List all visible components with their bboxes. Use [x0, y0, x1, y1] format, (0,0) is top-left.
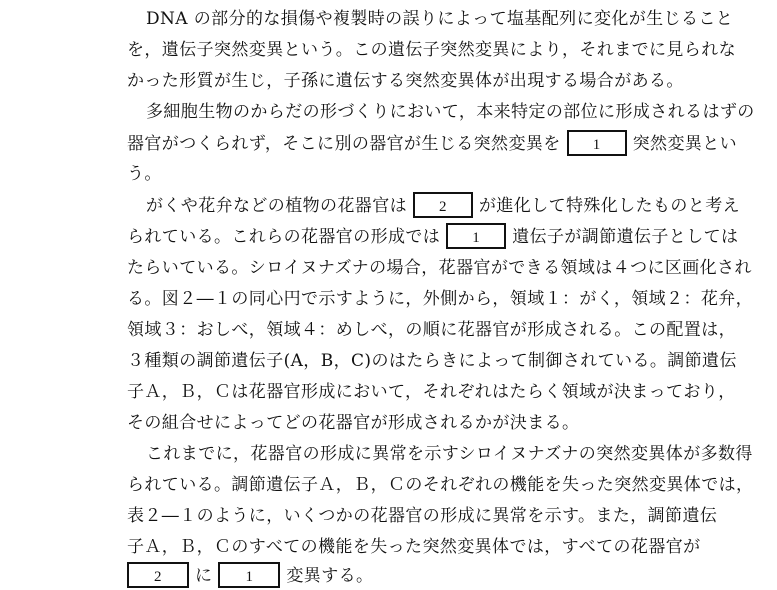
para4-line5 — [127, 565, 373, 588]
answer-blank-2: 2 — [127, 562, 189, 588]
para3-line4: る。図２―１の同心円で示すように，外側から，領域１：がく，領域２：花弁， — [127, 289, 754, 309]
para3-line2 — [127, 226, 738, 249]
answer-blank-1: 1 — [567, 130, 627, 156]
para3-line8: その組合せによってどの花器官が形成されるかが決まる。 — [127, 413, 580, 433]
para3-line1 — [146, 195, 740, 218]
para2-line2 — [127, 133, 737, 156]
para4-line1: これまでに，花器官の形成に異常を示すシロイヌナズナの突然変異体が多数得 — [146, 444, 753, 464]
answer-blank-1: 1 — [218, 562, 280, 588]
para3-line7: 子Ａ，Ｂ，Ｃは花器官形成において，それぞれはたらく領域が決まっており， — [127, 382, 736, 402]
para4-line4: 子Ａ，Ｂ，Ｃのすべての機能を失った突然変異体では，すべての花器官が — [127, 537, 701, 557]
para1-line1: DNA の部分的な損傷や複製時の誤りによって塩基配列に変化が生じること — [146, 9, 734, 29]
para3-line2-text-after: 遺伝子が調節遺伝子としては — [512, 227, 739, 247]
para3-line1-text-before: がくや花弁などの植物の花器官は — [146, 196, 407, 216]
answer-blank-2: 2 — [413, 192, 473, 218]
para3-line6: ３種類の調節遺伝子(A，B，C)のはたらきによって制御されている。調節遺伝 — [127, 351, 737, 371]
para2-line3: う。 — [127, 164, 162, 184]
para1-line3: かった形質が生じ，子孫に遺伝する突然変異体が出現する場合がある。 — [127, 71, 684, 91]
para3-line2-text-before: られている。これらの花器官の形成では — [127, 227, 441, 247]
para2-line2-text-after: 突然変異とい — [632, 134, 738, 154]
answer-blank-1: 1 — [446, 223, 506, 249]
para4-line3: 表２―１のように，いくつかの花器官の形成に異常を示す。また，調節遺伝 — [127, 506, 718, 526]
para3-line1-text-after: が進化して特殊化したものと考え — [479, 196, 740, 216]
para3-line5: 領域３：おしべ，領域４：めしべ，の順に花器官が形成される。この配置は， — [127, 320, 736, 340]
para3-line3: たらいている。シロイヌナズナの場合，花器官ができる領域は４つに区画化され — [127, 258, 752, 278]
para4-line2: られている。調節遺伝子Ａ，Ｂ，Ｃのそれぞれの機能を失った突然変異体では， — [127, 475, 754, 495]
para2-line2-text-before: 器官がつくられず，そこに別の器官が生じる突然変異を — [127, 134, 561, 154]
para2-line1: 多細胞生物のからだの形づくりにおいて，本来特定の部位に形成されるはずの — [146, 102, 755, 122]
para4-line5-text-mid: に — [195, 566, 213, 586]
para1-line2: を，遺伝子突然変異という。この遺伝子突然変異により，それまでに見られな — [127, 40, 736, 60]
para4-line5-text-after: 変異する。 — [286, 566, 374, 586]
